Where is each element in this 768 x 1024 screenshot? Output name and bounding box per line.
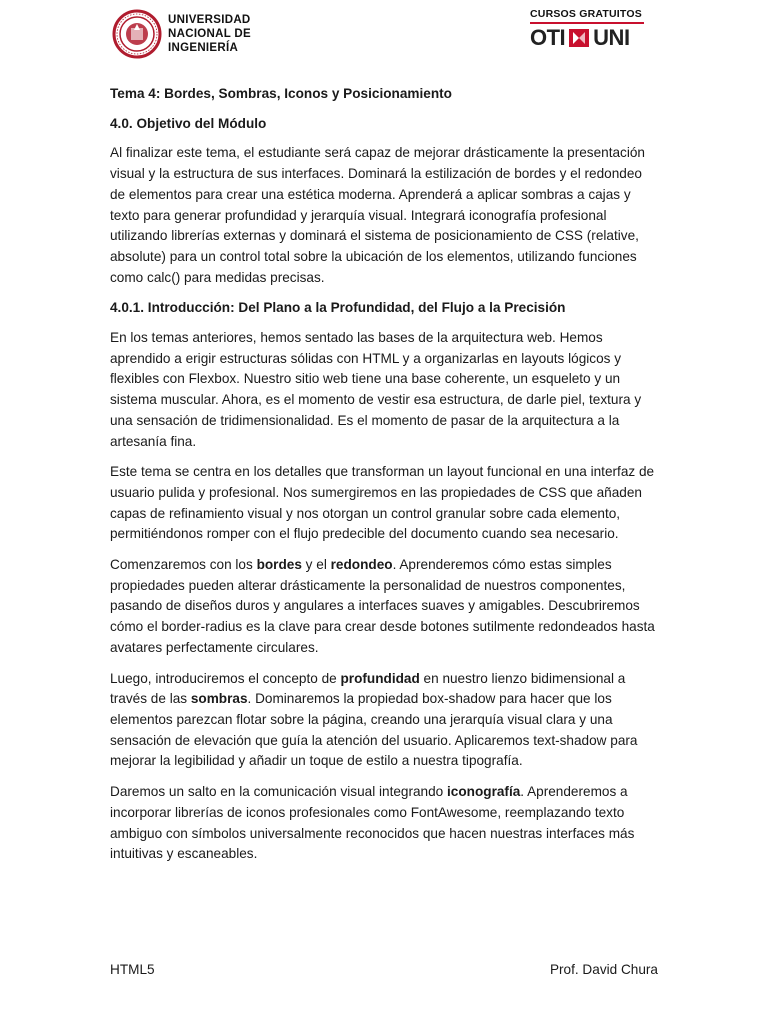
page-header <box>0 0 768 70</box>
university-logo <box>112 6 251 62</box>
oti-mark-icon <box>569 29 589 47</box>
bold-term: iconografía <box>447 784 521 800</box>
footer-author: Prof. David Chura <box>549 962 658 977</box>
bold-term: redondeo <box>330 557 393 573</box>
bold-term: profundidad <box>340 670 420 686</box>
brand-wordmark <box>530 27 646 49</box>
university-seal-icon <box>112 6 162 62</box>
university-name <box>168 13 251 55</box>
text-run: . Aprenderemos a incorporar librerías de iconos profesionales como FontAwesome, reemplazando texto ambiguo con símbolos universalmente reconocidos que hacen nuestras interfaces más intuitivas y escaneables. <box>110 784 635 862</box>
page-title: Tema 4: Bordes, Sombras, Iconos y Posicionamiento <box>110 86 452 101</box>
university-name-line-2: NACIONAL DE <box>168 28 251 40</box>
text-run: . Dominaremos la propiedad box-shadow para hacer que los elementos parezcan flotar sobre la página, creando una jerarquía visual clara y una sensación de elevación que guía la atención del usuario. Aplicaremos text-shadow para mejorar la legibilidad y añadir un toque de estilo a nuestra tipografía. <box>110 691 638 769</box>
paragraph-shadows <box>110 669 660 773</box>
intro-paragraph-2: Este tema se centra en los detalles que transforman un layout funcional en una interfaz de usuario pulida y profesional. Nos sumergiremos en las propiedades de CSS que añaden capas de refinamiento visual y nos otorgan un control granular sobre cada elemento, permitiéndonos romper con el flujo predecible del documento cuando sea necesario. <box>110 464 655 542</box>
text-run: Luego, introduciremos el concepto de <box>110 670 341 686</box>
university-name-line-1: UNIVERSIDAD <box>168 14 251 26</box>
page-footer <box>110 962 658 977</box>
text-run: Daremos un salto en la comunicación visual integrando <box>110 784 448 800</box>
oti-uni-logo <box>530 8 646 49</box>
intro-paragraph-1: En los temas anteriores, hemos sentado las bases de la arquitectura web. Hemos aprendido a erigir estructuras sólidas con HTML y a organizarlas en layouts lógicos y flexibles con Flexbox. Nuestro sitio web tiene una base coherente, un esqueleto y un sistema muscular. Ahora, es el momento de vestir esa estructura, de darle piel, textura y una sensación de tridimensionalidad. Es el momento de pasar de la arquitectura a la artesanía fina. <box>110 330 642 449</box>
brand-left: OTI <box>530 25 566 50</box>
section-heading-objective: 4.0. Objetivo del Módulo <box>110 115 267 131</box>
objective-paragraph: Al finalizar este tema, el estudiante será capaz de mejorar drásticamente la presentación visual y la estructura de sus interfaces. Dominará la estilización de bordes y el redondeo de elementos para crear una estética moderna. Aprenderá a aplicar sombras a cajas y texto para generar profundidad y jerarquía visual. Integrará iconografía profesional utilizando librerías externas y dominará el sistema de posicionamiento de CSS (relative, absolute) para un control total sobre la ubicación de los elementos, utilizando funciones como calc() para medidas precisas. <box>110 145 645 285</box>
logo-divider <box>530 22 644 24</box>
text-run: y el <box>301 557 331 573</box>
courses-label: CURSOS GRATUITOS <box>530 8 642 20</box>
text-run: . Aprenderemos cómo estas simples propiedades pueden alterar drásticamente la personalidad de nuestros componentes, pasando de diseños duros y angulares a interfaces suaves y amigables. Descubriremos cómo el border-radius es la clave para crear desde botones sutilmente redondeados hasta avatares perfectamente circulares. <box>110 557 655 655</box>
paragraph-borders <box>110 555 660 659</box>
section-heading-intro: 4.0.1. Introducción: Del Plano a la Profundidad, del Flujo a la Precisión <box>110 300 566 316</box>
footer-course: HTML5 <box>110 962 155 977</box>
bold-term: sombras <box>190 691 248 707</box>
brand-right: UNI <box>593 25 630 50</box>
paragraph-icons <box>110 782 660 865</box>
text-run: Comenzaremos con los <box>110 557 257 573</box>
bold-term: bordes <box>256 557 302 573</box>
text-run: en nuestro lienzo bidimensional a través de las <box>110 670 626 707</box>
document-body <box>110 84 660 875</box>
university-name-line-3: INGENIERÍA <box>168 42 239 54</box>
